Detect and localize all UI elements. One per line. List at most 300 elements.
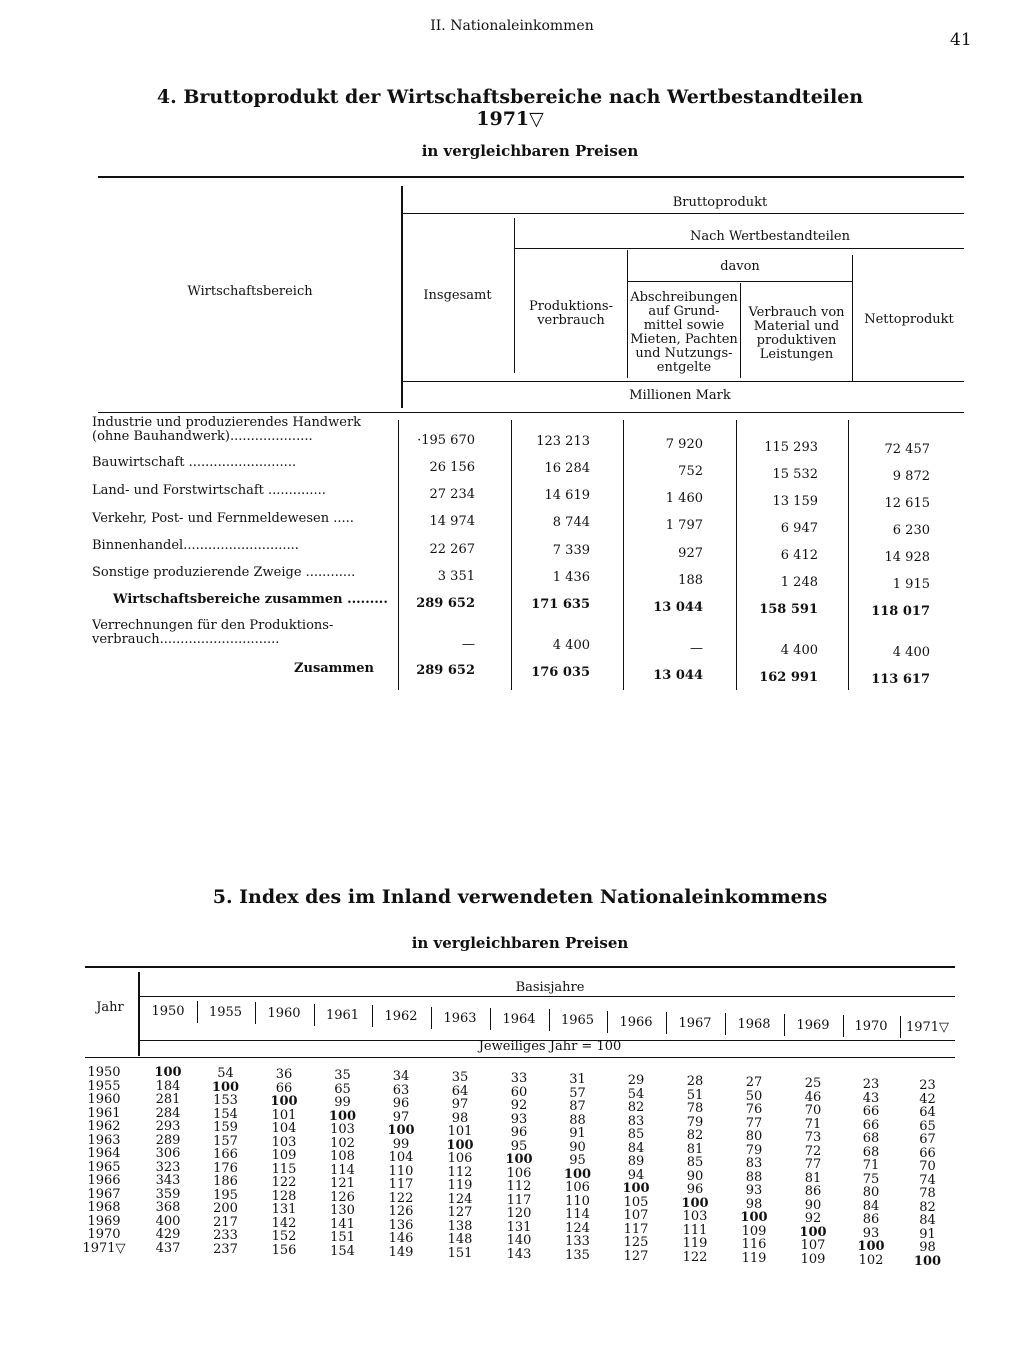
index-cell: 109 [800, 1251, 826, 1267]
index-cell: 110 [388, 1163, 414, 1179]
cell-netto: 72 457 [884, 442, 930, 457]
index-cell: 70 [919, 1159, 936, 1174]
index-cell: 95 [510, 1138, 528, 1154]
cell-netto: 14 928 [884, 550, 930, 565]
index-column [793, 1077, 833, 1266]
index-column [675, 1075, 715, 1264]
index-column [440, 1071, 480, 1260]
index-cell: 200 [213, 1201, 238, 1216]
index-cell: 151 [447, 1245, 473, 1261]
cell-insgesamt: ·195 670 [417, 433, 475, 448]
index-cell: 54 [627, 1086, 645, 1102]
base-year-header: 1966 [619, 1015, 653, 1030]
index-cell: 46 [804, 1089, 822, 1105]
cell-insgesamt: 14 974 [429, 514, 475, 529]
year-label: 1970 [87, 1227, 121, 1242]
cell-abschreibungen: 7 920 [665, 437, 703, 452]
index-cell: 93 [745, 1183, 763, 1198]
year-label: 1960 [87, 1092, 121, 1107]
index-cell: 437 [155, 1240, 181, 1256]
index-cell: 83 [745, 1156, 763, 1171]
index-column [499, 1072, 539, 1261]
year-label: 1962 [87, 1119, 121, 1134]
cell-produktionsverbrauch: 16 284 [544, 461, 590, 476]
index-cell: 184 [155, 1078, 181, 1094]
index-cell: 88 [745, 1169, 763, 1185]
cell-verbrauch: 15 532 [772, 467, 818, 482]
index-cell: 101 [447, 1124, 473, 1139]
index-cell: 103 [271, 1134, 297, 1150]
index-cell: 101 [271, 1107, 297, 1123]
index-column [908, 1079, 948, 1268]
index-cell: 100 [328, 1108, 357, 1124]
index-cell: 100 [211, 1079, 240, 1095]
index-cell: 71 [804, 1116, 822, 1132]
index-cell: 126 [388, 1204, 414, 1219]
index-cell: 115 [271, 1161, 297, 1177]
year-label: 1963 [87, 1132, 121, 1148]
index-cell: 126 [330, 1189, 355, 1205]
table4-subtitle: in vergleichbaren Preisen [421, 142, 639, 160]
index-cell: 96 [392, 1096, 410, 1111]
header-basisjahre: Basisjahre [515, 980, 585, 995]
index-cell: 133 [565, 1234, 590, 1249]
index-cell: 84 [862, 1198, 880, 1214]
index-cell: 141 [330, 1216, 355, 1232]
index-cell: 127 [623, 1248, 649, 1264]
header-davon: davon [720, 259, 760, 274]
index-cell: 31 [569, 1072, 586, 1087]
cell-abschreibungen: 752 [678, 464, 703, 479]
index-cell: 86 [804, 1184, 822, 1199]
base-year-header: 1962 [384, 1009, 418, 1024]
cell-verbrauch: 6 412 [780, 548, 818, 563]
index-cell: 27 [745, 1075, 763, 1090]
header-abschreibungen: Abschreibungen auf Grund- mittel sowie Mieten, Pachten und Nutzungs- entgelte [630, 290, 738, 375]
index-cell: 78 [919, 1186, 936, 1201]
index-cell: 64 [919, 1105, 936, 1120]
index-cell: 86 [862, 1212, 880, 1227]
index-cell: 117 [388, 1177, 414, 1192]
row-label-subtotal: Wirtschaftsbereiche zusammen ......... [113, 592, 388, 607]
index-cell: 119 [741, 1250, 767, 1266]
index-cell: 146 [388, 1231, 414, 1246]
index-cell: 100 [799, 1224, 827, 1240]
index-cell: 135 [565, 1247, 590, 1263]
cell-produktionsverbrauch: 123 213 [536, 434, 590, 449]
index-cell: 85 [686, 1155, 704, 1170]
index-cell: 81 [804, 1170, 822, 1186]
cell-insgesamt: 289 652 [416, 663, 475, 678]
index-cell: 90 [804, 1197, 822, 1213]
index-cell: 284 [155, 1105, 181, 1121]
index-cell: 50 [745, 1088, 763, 1104]
cell-netto: 6 230 [892, 523, 930, 538]
index-cell: 79 [686, 1114, 704, 1130]
index-cell: 51 [686, 1087, 704, 1103]
index-column [381, 1070, 421, 1259]
index-cell: 131 [506, 1219, 532, 1235]
index-cell: 75 [862, 1171, 880, 1187]
index-cell: 105 [623, 1194, 649, 1210]
index-cell: 78 [686, 1101, 704, 1116]
index-cell: 195 [213, 1187, 238, 1203]
index-cell: 100 [270, 1094, 298, 1109]
index-cell: 89 [627, 1154, 645, 1169]
index-cell: 166 [213, 1147, 238, 1162]
index-cell: 85 [627, 1127, 645, 1142]
index-cell: 87 [569, 1099, 586, 1114]
index-cell: 154 [330, 1243, 355, 1259]
index-cell: 66 [919, 1145, 936, 1161]
index-cell: 233 [213, 1228, 238, 1243]
index-cell: 109 [271, 1148, 297, 1163]
index-column [616, 1074, 656, 1263]
index-cell: 67 [919, 1132, 936, 1147]
cell-produktionsverbrauch: 14 619 [544, 488, 590, 503]
index-cell: 154 [213, 1106, 238, 1122]
index-column [734, 1076, 774, 1265]
cell-netto: 113 617 [871, 672, 930, 687]
index-cell: 100 [563, 1166, 592, 1182]
index-cell: 57 [569, 1085, 586, 1101]
header-nettoprodukt: Nettoprodukt [864, 312, 954, 327]
header-nach-wertbestandteilen: Nach Wertbestandteilen [690, 229, 850, 244]
index-cell: 23 [862, 1077, 880, 1092]
row-label: Verrechnungen für den Produktions- verbrauch............................. [92, 618, 334, 647]
index-cell: 100 [740, 1210, 768, 1225]
index-cell: 359 [155, 1186, 181, 1202]
index-cell: 81 [686, 1141, 704, 1157]
cell-insgesamt: 27 234 [429, 487, 475, 502]
index-cell: 281 [155, 1092, 181, 1107]
cell-produktionsverbrauch: 7 339 [552, 543, 590, 558]
index-cell: 36 [275, 1067, 293, 1082]
index-cell: 74 [919, 1172, 936, 1188]
index-cell: 186 [213, 1174, 238, 1189]
row-label: Industrie und produzierendes Handwerk (ohne Bauhandwerk).................... [92, 415, 362, 444]
index-cell: 33 [510, 1071, 528, 1086]
index-column [206, 1067, 246, 1256]
cell-verbrauch: 115 293 [764, 440, 818, 455]
index-cell: 117 [623, 1221, 649, 1237]
index-column [851, 1078, 891, 1267]
cell-netto: 118 017 [871, 604, 930, 619]
index-cell: 136 [388, 1217, 414, 1233]
cell-insgesamt: — [462, 637, 475, 652]
index-column [323, 1069, 363, 1258]
page-number: 41 [950, 30, 972, 50]
index-cell: 83 [627, 1113, 645, 1129]
cell-netto: 1 915 [892, 577, 930, 592]
index-cell: 28 [686, 1074, 704, 1089]
index-cell: 77 [745, 1115, 763, 1131]
index-cell: 104 [271, 1121, 297, 1136]
index-cell: 119 [447, 1178, 473, 1193]
header-insgesamt: Insgesamt [423, 288, 492, 303]
base-year-header: 1964 [502, 1012, 536, 1027]
index-cell: 122 [388, 1190, 414, 1206]
index-cell: 176 [213, 1160, 238, 1176]
index-cell: 98 [919, 1240, 936, 1255]
index-column [558, 1073, 598, 1262]
base-year-header: 1969 [796, 1018, 830, 1033]
index-cell: 79 [745, 1142, 763, 1158]
base-year-header: 1955 [208, 1005, 243, 1020]
index-cell: 93 [510, 1111, 528, 1127]
table5-subtitle: in vergleichbaren Preisen [411, 934, 629, 952]
index-cell: 114 [330, 1162, 355, 1178]
index-cell: 84 [919, 1213, 936, 1228]
index-cell: 91 [919, 1226, 936, 1242]
cell-insgesamt: 289 652 [416, 596, 475, 611]
cell-netto: 9 872 [892, 469, 930, 484]
index-cell: 35 [334, 1068, 351, 1083]
index-cell: 142 [271, 1215, 297, 1231]
year-label: 1961 [87, 1105, 121, 1121]
index-cell: 98 [451, 1110, 469, 1126]
cell-verbrauch: 4 400 [780, 643, 818, 658]
index-cell: 65 [334, 1081, 351, 1097]
cell-netto: 4 400 [892, 645, 930, 660]
index-cell: 80 [862, 1185, 880, 1200]
year-label: 1968 [87, 1200, 121, 1215]
index-cell: 119 [682, 1236, 708, 1251]
index-cell: 109 [741, 1223, 767, 1239]
row-label: Sonstige produzierende Zweige ............ [92, 565, 356, 580]
row-label: Verkehr, Post- und Fernmeldewesen ..... [92, 511, 354, 526]
index-cell: 66 [862, 1117, 880, 1133]
index-cell: 149 [388, 1244, 414, 1260]
index-cell: 128 [271, 1188, 297, 1204]
index-cell: 120 [506, 1206, 532, 1221]
year-label: 1964 [87, 1146, 121, 1161]
cell-abschreibungen: 188 [678, 573, 703, 588]
index-cell: 68 [862, 1144, 880, 1160]
index-cell: 117 [506, 1192, 532, 1208]
index-cell: 112 [506, 1179, 532, 1194]
cell-insgesamt: 26 156 [429, 460, 475, 475]
cell-abschreibungen: 1 460 [665, 491, 703, 506]
index-cell: 107 [623, 1208, 649, 1223]
index-cell: 107 [800, 1238, 826, 1253]
header-bruttoprodukt: Bruttoprodukt [672, 195, 768, 210]
index-cell: 153 [213, 1093, 238, 1108]
cell-verbrauch: 6 947 [780, 521, 818, 536]
base-year-header: 1963 [443, 1011, 477, 1026]
year-label: 1965 [87, 1159, 121, 1175]
index-cell: 65 [919, 1118, 936, 1134]
index-cell: 99 [334, 1095, 351, 1110]
index-cell: 97 [392, 1109, 410, 1125]
year-label: 1950 [87, 1065, 121, 1080]
index-cell: 100 [387, 1123, 415, 1138]
index-cell: 368 [155, 1200, 181, 1215]
cell-produktionsverbrauch: 171 635 [531, 597, 590, 612]
index-cell: 400 [155, 1213, 181, 1229]
index-cell: 156 [271, 1242, 297, 1258]
header-produktionsverbrauch: Produktions- verbrauch [528, 299, 613, 328]
header-verbrauch-material: Verbrauch von Material und produktiven Leistungen [748, 305, 845, 362]
index-cell: 143 [506, 1246, 532, 1262]
cell-verbrauch: 158 591 [759, 602, 818, 617]
index-cell: 102 [330, 1135, 355, 1151]
base-year-header: 1961 [325, 1008, 360, 1023]
cell-netto: 12 615 [884, 496, 930, 511]
index-cell: 122 [682, 1249, 708, 1265]
index-cell: 152 [271, 1229, 297, 1244]
cell-abschreibungen: 13 044 [653, 668, 703, 683]
cell-produktionsverbrauch: 1 436 [552, 570, 590, 585]
index-cell: 323 [155, 1159, 181, 1175]
index-cell: 84 [627, 1140, 645, 1156]
header-jahr: Jahr [96, 1000, 124, 1015]
index-cell: 111 [682, 1222, 708, 1238]
index-cell: 151 [330, 1230, 355, 1245]
index-cell: 70 [804, 1103, 822, 1118]
index-cell: 429 [155, 1227, 181, 1242]
row-label-total: Zusammen [294, 661, 374, 676]
cell-insgesamt: 22 267 [429, 542, 475, 557]
index-cell: 76 [745, 1102, 763, 1117]
index-cell: 100 [681, 1195, 709, 1211]
cell-verbrauch: 13 159 [772, 494, 818, 509]
index-cell: 100 [913, 1253, 942, 1269]
index-cell: 106 [565, 1180, 590, 1195]
index-cell: 82 [919, 1199, 936, 1215]
index-cell: 91 [569, 1126, 586, 1141]
index-cell: 97 [451, 1097, 469, 1112]
index-cell: 99 [392, 1136, 410, 1152]
index-cell: 25 [804, 1076, 822, 1091]
index-cell: 88 [569, 1112, 586, 1128]
index-cell: 114 [565, 1207, 590, 1222]
table4-title: 4. Bruttoprodukt der Wirtschaftsbereiche nach Wertbestandteilen 1971▽ [156, 86, 864, 130]
cell-verbrauch: 1 248 [780, 575, 818, 590]
index-cell: 138 [447, 1218, 473, 1234]
index-cell: 140 [506, 1233, 532, 1248]
year-label: 1971▽ [82, 1240, 126, 1256]
index-cell: 94 [627, 1167, 645, 1183]
index-cell: 100 [446, 1137, 474, 1153]
row-label: Binnenhandel............................ [92, 538, 299, 553]
index-cell: 54 [217, 1066, 234, 1081]
index-cell: 148 [447, 1232, 473, 1247]
index-cell: 306 [155, 1146, 181, 1161]
base-year-header: 1965 [560, 1013, 595, 1028]
index-cell: 104 [388, 1150, 414, 1165]
index-cell: 95 [569, 1153, 586, 1168]
index-cell: 66 [275, 1080, 293, 1096]
index-cell: 157 [213, 1133, 238, 1149]
index-cell: 35 [451, 1070, 469, 1085]
index-cell: 34 [392, 1069, 410, 1084]
base-year-header: 1960 [267, 1006, 301, 1021]
table5-title: 5. Index des im Inland verwendeten Nationaleinkommens [212, 886, 828, 908]
running-header: II. Nationaleinkommen [430, 18, 594, 34]
index-cell: 96 [686, 1182, 704, 1197]
index-cell: 98 [745, 1196, 763, 1212]
header-unit: Millionen Mark [629, 388, 731, 403]
index-cell: 64 [451, 1083, 469, 1099]
index-cell: 289 [155, 1132, 181, 1148]
index-cell: 343 [155, 1173, 181, 1188]
index-cell: 29 [627, 1073, 645, 1088]
cell-abschreibungen: 13 044 [653, 600, 703, 615]
index-cell: 108 [330, 1149, 355, 1164]
index-cell: 82 [686, 1128, 704, 1143]
cell-verbrauch: 162 991 [759, 670, 818, 685]
index-cell: 82 [627, 1100, 645, 1115]
index-cell: 90 [686, 1168, 704, 1184]
cell-abschreibungen: 1 797 [665, 518, 703, 533]
year-label: 1966 [87, 1173, 121, 1188]
index-cell: 130 [330, 1203, 355, 1218]
index-cell: 80 [745, 1129, 763, 1144]
index-cell: 103 [330, 1122, 355, 1137]
index-cell: 100 [154, 1065, 182, 1080]
year-label: 1955 [87, 1078, 121, 1094]
index-cell: 42 [919, 1091, 936, 1107]
index-cell: 66 [862, 1104, 880, 1119]
index-cell: 96 [510, 1125, 528, 1140]
index-cell: 110 [565, 1193, 590, 1209]
index-cell: 237 [213, 1241, 238, 1257]
index-cell: 124 [447, 1191, 473, 1207]
index-cell: 71 [862, 1158, 880, 1173]
year-label: 1967 [87, 1186, 121, 1202]
base-year-header: 1968 [737, 1017, 771, 1032]
base-year-header: 1971▽ [905, 1020, 950, 1035]
index-cell: 102 [858, 1252, 884, 1268]
index-cell: 124 [565, 1220, 590, 1236]
row-label: Bauwirtschaft .......................... [92, 455, 297, 470]
year-label: 1969 [87, 1213, 121, 1229]
index-cell: 68 [862, 1131, 880, 1146]
index-cell: 100 [857, 1239, 885, 1254]
row-label: Land- und Forstwirtschaft .............. [92, 483, 326, 498]
header-wirtschaftsbereich: Wirtschaftsbereich [187, 284, 313, 299]
index-cell: 131 [271, 1202, 297, 1217]
cell-produktionsverbrauch: 8 744 [552, 515, 590, 530]
index-cell: 93 [862, 1225, 880, 1241]
index-cell: 100 [622, 1181, 650, 1196]
index-cell: 60 [510, 1084, 528, 1100]
cell-produktionsverbrauch: 4 400 [552, 638, 590, 653]
base-year-header: 1967 [678, 1016, 712, 1031]
index-column [148, 1066, 188, 1255]
index-cell: 90 [569, 1139, 586, 1155]
index-cell: 92 [510, 1098, 528, 1113]
index-column [264, 1068, 304, 1257]
index-cell: 103 [682, 1209, 708, 1224]
index-cell: 23 [919, 1078, 936, 1093]
index-cell: 116 [741, 1237, 767, 1252]
cell-insgesamt: 3 351 [437, 569, 475, 584]
index-cell: 159 [213, 1120, 238, 1135]
index-cell: 100 [505, 1152, 533, 1167]
index-cell: 106 [447, 1151, 473, 1166]
cell-abschreibungen: 927 [678, 546, 703, 561]
base-year-header: 1970 [854, 1019, 888, 1034]
cell-produktionsverbrauch: 176 035 [531, 665, 590, 680]
header-jeweiliges-jahr: Jeweiliges Jahr = 100 [478, 1039, 622, 1054]
index-cell: 121 [330, 1176, 355, 1191]
cell-abschreibungen: — [690, 641, 703, 656]
table5-year-column [82, 1066, 126, 1255]
index-cell: 217 [213, 1214, 238, 1230]
index-cell: 77 [804, 1157, 822, 1172]
